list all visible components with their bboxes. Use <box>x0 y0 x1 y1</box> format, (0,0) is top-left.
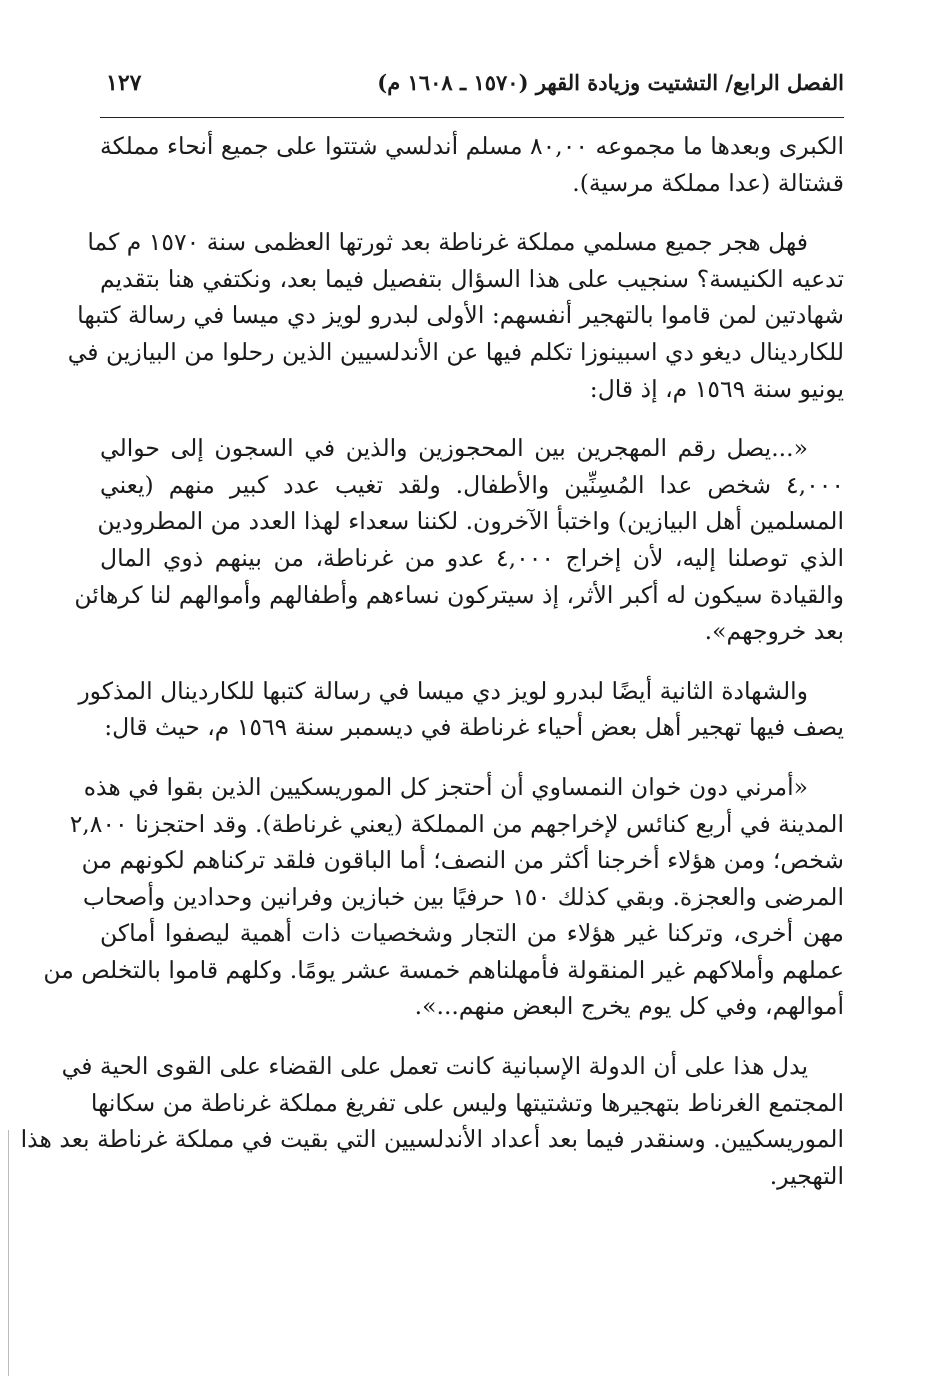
body-text <box>20 128 845 1217</box>
paragraph <box>100 128 844 201</box>
text-line: أموالهم، وفي كل يوم يخرج البعض منهم...». <box>414 992 844 1021</box>
text-line: فهل هجر جميع مسلمي مملكة غرناطة بعد ثورتها العظمى سنة ١٥٧٠ م كما <box>87 228 808 257</box>
text-line: بعد خروجهم». <box>704 617 844 646</box>
text-line: يدل هذا على أن الدولة الإسبانية كانت تعمل على القضاء على القوى الحية في <box>61 1052 808 1081</box>
text-line: للكاردينال ديغو دي اسبينوزا تكلم فيها عن الأندلسيين الذين رحلوا من البيازين في <box>67 337 844 366</box>
scan-edge-line <box>8 1130 9 1376</box>
text-line: مهن أخرى، وتركنا غير هؤلاء من التجار وشخصيات ذات أهمية ليصفوا أماكن <box>100 919 844 948</box>
text-line: تدعيه الكنيسة؟ سنجيب على هذا السؤال بتفصيل فيما بعد، ونكتفي هنا بتقديم <box>100 264 844 293</box>
text-line: الموريسكيين. وسنقدر فيما بعد أعداد الأندلسيين التي بقيت في مملكة غرناطة بعد هذا <box>20 1125 844 1154</box>
text-line: ٤,٠٠٠ شخص عدا المُسِنِّين والأطفال. ولقد تغيب عدد كبير منهم (يعني <box>100 470 844 499</box>
paragraph <box>43 769 844 1025</box>
text-line: يونيو سنة ١٥٦٩ م، إذ قال: <box>589 374 844 403</box>
paragraph <box>78 673 844 746</box>
text-line: المسلمين أهل البيازين) واختبأ الآخرون. لكننا سعداء لهذا العدد من المطرودين <box>97 507 844 536</box>
text-line: والشهادة الثانية أيضًا لبدرو لويز دي ميسا في رسالة كتبها للكاردينال المذكور <box>78 676 808 705</box>
chapter-title: الفصل الرابع/ التشتيت وزيادة القهر (١٥٧٠ ـ ١٦٠٨ م) <box>377 70 844 95</box>
text-line: شهادتين لمن قاموا بالتهجير أنفسهم: الأولى لبدرو لويز دي ميسا في رسالة كتبها <box>77 301 844 330</box>
text-line: المدينة في أربع كنائس لإخراجهم من المملكة (يعني غرناطة). وقد احتجزنا ٢,٨٠٠ <box>69 809 844 838</box>
paragraph <box>20 1048 844 1194</box>
page-number: ١٢٧ <box>106 70 142 96</box>
text-line: يصف فيها تهجير أهل بعض أحياء غرناطة في ديسمبر سنة ١٥٦٩ م، حيث قال: <box>104 713 844 742</box>
text-line: عملهم وأملاكهم غير المنقولة فأمهلناهم خمسة عشر يومًا. وكلهم قاموا بالتخلص من <box>43 955 844 984</box>
paragraph <box>67 224 844 407</box>
header-divider <box>100 117 844 118</box>
text-line: التهجير. <box>769 1161 844 1190</box>
text-line: الذي توصلنا إليه، لأن إخراج ٤,٠٠٠ عدو من غرناطة، من بينهم ذوي المال <box>100 543 844 572</box>
text-line: الكبرى وبعدها ما مجموعه ٨٠,٠٠ مسلم أندلسي شتتوا على جميع أنحاء مملكة <box>100 132 845 160</box>
text-line: المجتمع الغرناط بتهجيرها وتشتيتها وليس على تفريغ مملكة غرناطة من سكانها <box>90 1088 844 1117</box>
text-line: والقيادة سيكون له أكبر الأثر، إذ سيتركون نساءهم وأطفالهم وأموالهم لنا كرهائن <box>74 580 844 609</box>
text-line: «...يصل رقم المهجرين بين المحجوزين والذين في السجون إلى حوالي <box>100 434 808 463</box>
text-line: شخص؛ ومن هؤلاء أخرجنا أكثر من النصف؛ أما الباقون فلقد تركناهم لكونهم من <box>81 846 844 875</box>
text-line: «أمرني دون خوان النمساوي أن أحتجز كل الموريسكيين الذين بقوا في هذه <box>83 772 808 801</box>
text-line: قشتالة (عدا مملكة مرسية). <box>572 168 844 197</box>
paragraph <box>74 430 844 650</box>
text-line: المرضى والعجزة. وبقي كذلك ١٥٠ حرفيًا بين خبازين وفرانين وحدادين وأصحاب <box>82 882 844 911</box>
running-header <box>100 66 844 110</box>
